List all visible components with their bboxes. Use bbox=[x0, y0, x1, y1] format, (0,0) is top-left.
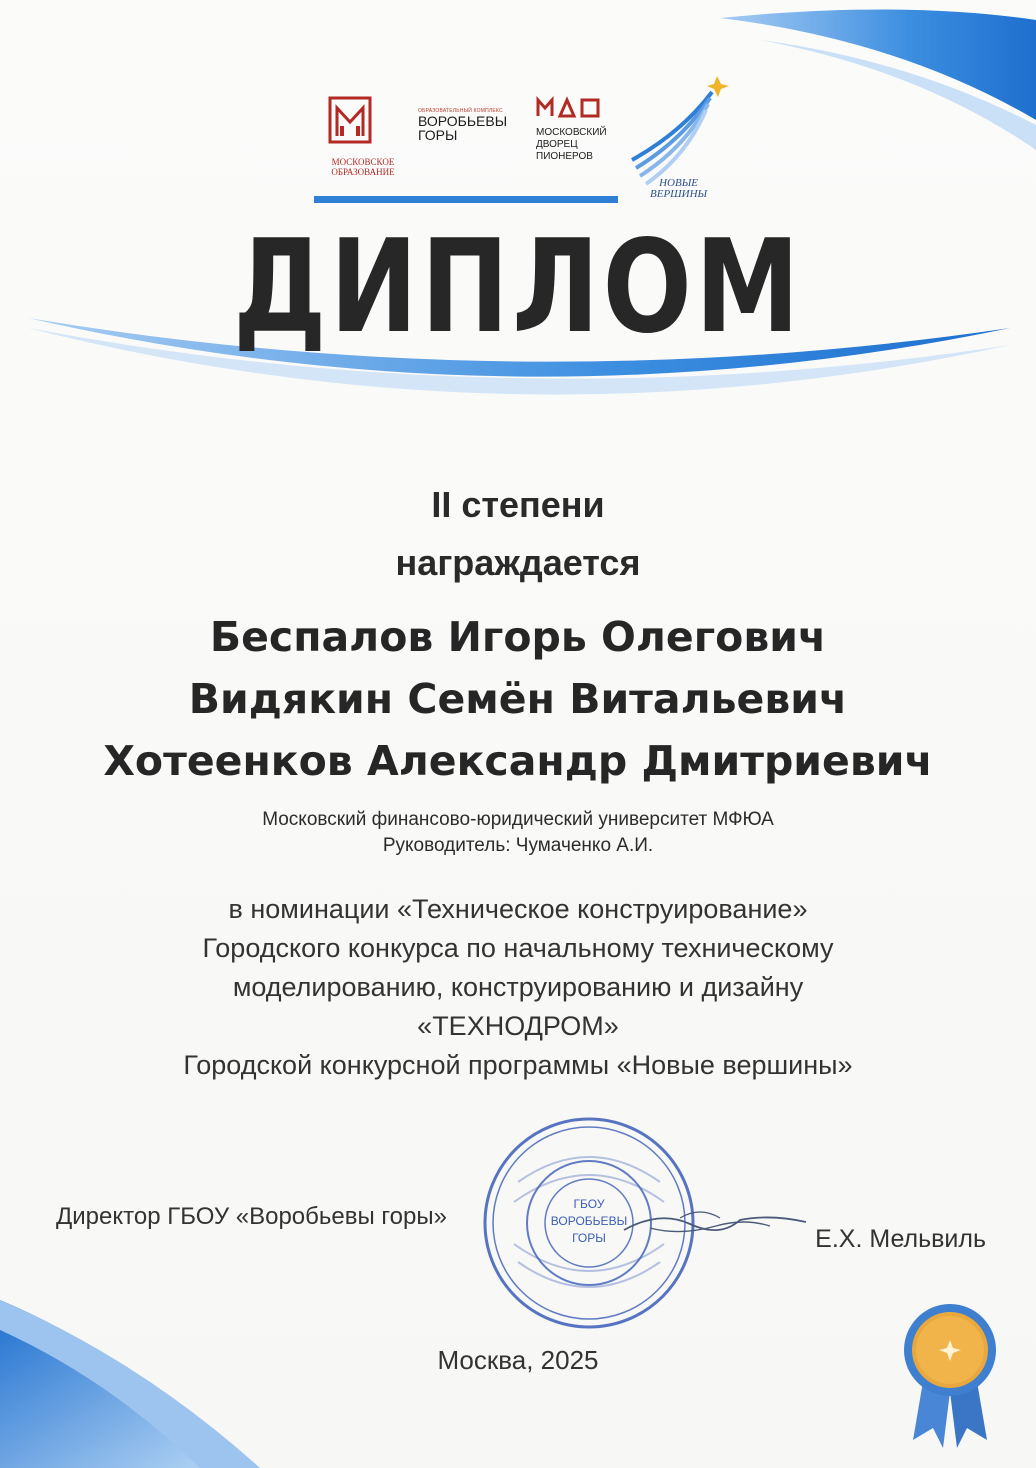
moscow-education-text: МОСКОВСКОЕ ОБРАЗОВАНИЕ bbox=[331, 157, 395, 177]
logo-strip bbox=[320, 90, 740, 220]
nomination-block bbox=[0, 890, 1036, 1085]
novye-vershiny-logo bbox=[622, 72, 732, 222]
mdp-emblem-icon bbox=[536, 96, 616, 118]
moscow-education-emblem-icon bbox=[328, 96, 372, 150]
awardee-name: Беспалов Игорь Олегович bbox=[209, 613, 827, 661]
novye-vershiny-swoosh-icon bbox=[622, 72, 732, 192]
vorobyovy-gory-logo bbox=[418, 108, 528, 142]
awardee-list bbox=[0, 606, 1036, 792]
mdp-line-3: ПИОНЕРОВ bbox=[536, 151, 593, 162]
stamp-line-3: ГОРЫ bbox=[572, 1231, 606, 1245]
awardee-name: Видякин Семён Витальевич bbox=[188, 675, 848, 723]
director-title: Директор ГБОУ «Воробьевы горы» bbox=[56, 1203, 447, 1230]
mdp-line-1: МОСКОВСКИЙ bbox=[536, 127, 607, 138]
awarded-label: награждается bbox=[395, 542, 641, 583]
city-year: Москва, 2025 bbox=[437, 1345, 599, 1375]
stamp-line-2: ВОРОБЬЕВЫ bbox=[550, 1214, 628, 1228]
nv-line-1: НОВЫЕ bbox=[659, 177, 699, 189]
signature-row bbox=[56, 1203, 996, 1253]
nomination-line: в номинации «Техническое конструирование» bbox=[228, 894, 808, 924]
stamp-line-1: ГБОУ bbox=[573, 1197, 605, 1211]
awardee-name: Хотеенков Александр Дмитриевич bbox=[103, 737, 933, 785]
nomination-line: Городской конкурсной программы «Новые вершины» bbox=[183, 1050, 853, 1080]
mdp-logo bbox=[536, 96, 636, 163]
nv-line-2: ВЕРШИНЫ bbox=[650, 188, 708, 200]
nomination-line: Городского конкурса по начальному техническому bbox=[202, 933, 834, 963]
nomination-line: «ТЕХНОДРОМ» bbox=[417, 1011, 619, 1041]
mdp-line-2: ДВОРЕЦ bbox=[536, 139, 578, 150]
director-name: Е.Х. Мельвиль bbox=[815, 1225, 986, 1253]
vorobyovy-small-caption: ОБРАЗОВАТЕЛЬНЫЙ КОМПЛЕКС bbox=[418, 108, 503, 114]
diploma-title: ДИПЛОМ bbox=[233, 213, 803, 362]
award-degree: II степени bbox=[431, 484, 605, 525]
organization: Московский финансово-юридический университет МФЮА bbox=[262, 809, 774, 830]
moscow-education-logo bbox=[328, 96, 398, 177]
vorobyovy-wordmark: ВОРОБЬЕВЫ ГОРЫ bbox=[418, 113, 508, 143]
nomination-line: моделированию, конструированию и дизайну bbox=[232, 972, 804, 1002]
leader: Руководитель: Чумаченко А.И. bbox=[382, 835, 654, 856]
award-medal-icon bbox=[895, 1300, 1005, 1450]
